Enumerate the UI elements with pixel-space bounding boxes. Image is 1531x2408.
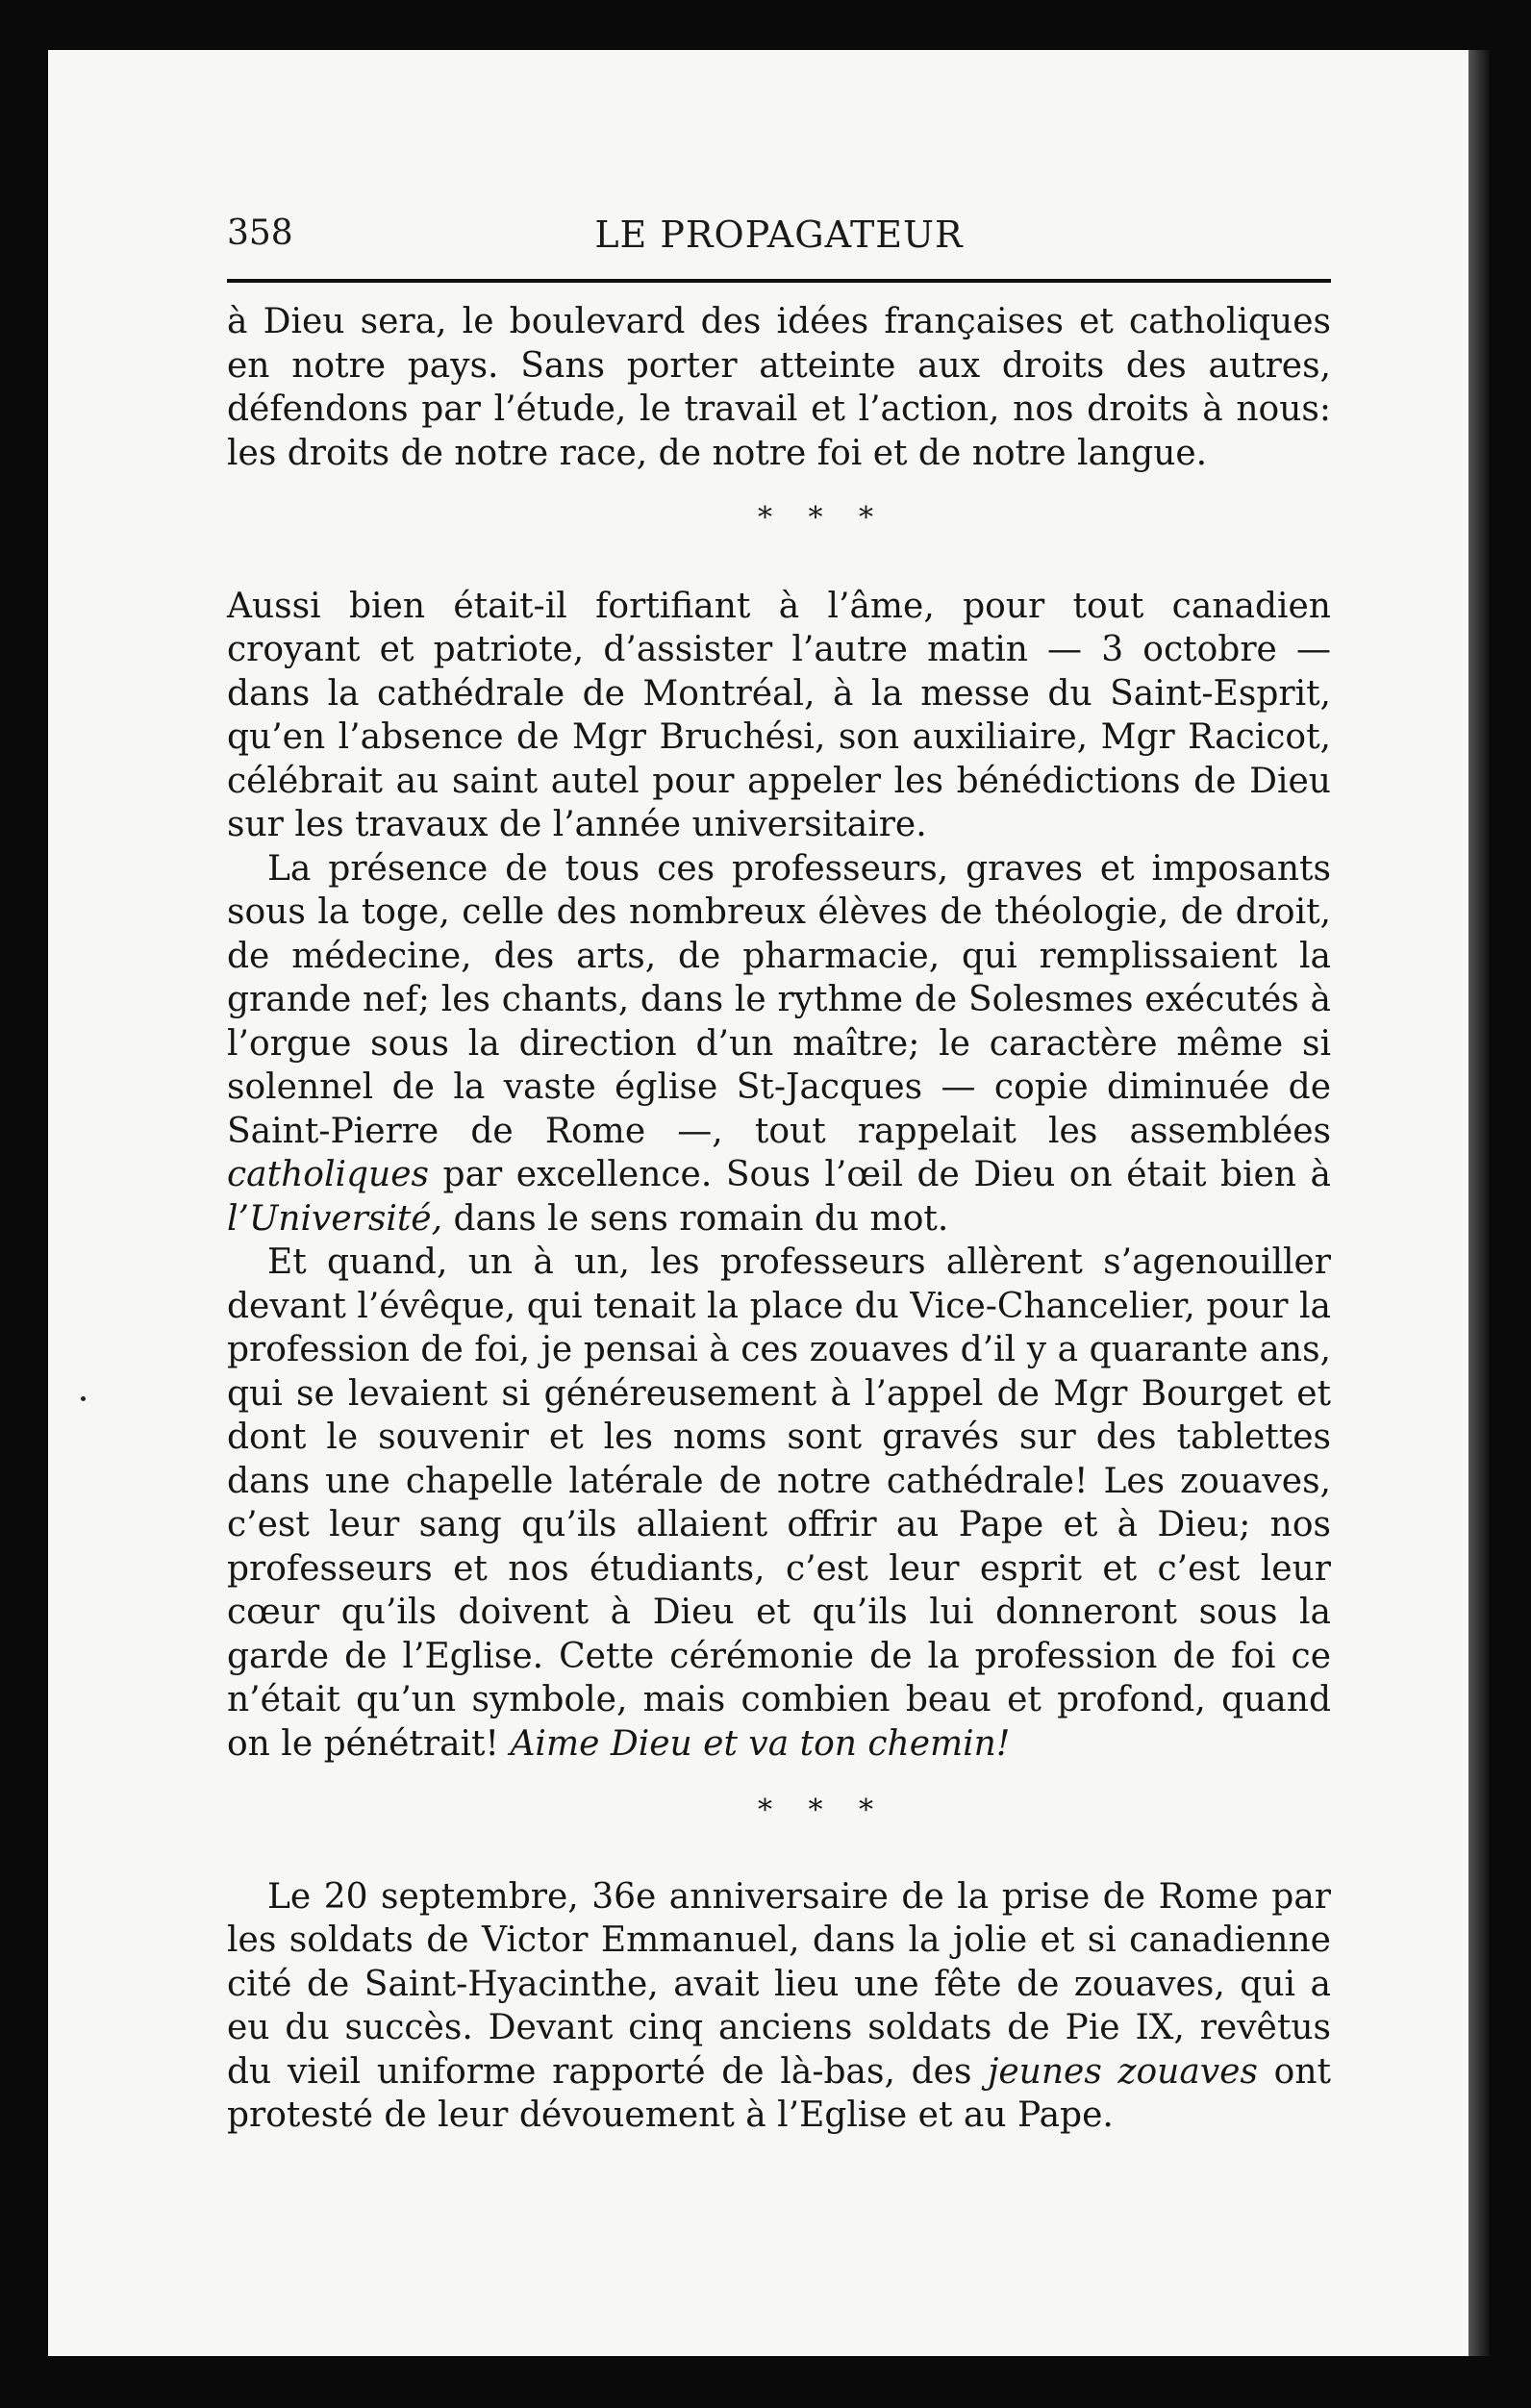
page-header [227,213,1331,262]
paragraph-text: Et quand, un à un, les professeurs allèrent s’agenouiller devant l’évêque, qui tenait la place du Vice-Chancelier, pour la profession de foi, je pensai à ces zouaves d’il y a quarante ans, qui se levaient si généreusement à l’appel de Mgr Bourget et dont le souvenir et les noms sont gravés sur des tablettes dans une chapelle latérale de notre cathédrale! Les zouaves, c’est leur sang qu’ils allaient offrir au Pape et à Dieu; nos professeurs et nos étudiants, c’est leur esprit et c’est leur cœur qu’ils doivent à Dieu et qu’ils lui donneront sous la garde de l’Eglise. Cette cérémonie de la profession de foi ce n’était qu’un symbole, mais combien beau et profond, quand on le pénétrait! [227,1242,1331,1764]
article-body [227,300,1331,2138]
paragraph-saint-hyacinthe [227,1875,1331,2138]
paragraph-professors [227,847,1331,1242]
page-edge-shadow [1468,50,1490,2356]
section-separator: * * * [757,501,888,535]
print-speck [81,1396,86,1401]
emphasis-jeunes-zouaves: jeunes zouaves [988,2051,1258,2092]
emphasis-motto: Aime Dieu et va ton chemin! [510,1723,1011,1764]
paragraph-continued: à Dieu sera, le boulevard des idées françaises et catholiques en notre pays. Sans porter atteinte aux droits des autres, défendons par l’étude, le travail et l’action, nos droits à nous: les droits de notre race, de notre foi et de notre langue. [227,302,1331,473]
emphasis-universite: l’Université, [227,1198,443,1239]
emphasis-catholiques: catholiques [227,1155,429,1194]
paragraph-text: par excellence. Sous l’œil de Dieu on était bien à [429,1155,1331,1194]
running-title: LE PROPAGATEUR [594,213,964,256]
paragraph-text: dans le sens romain du mot. [442,1198,949,1239]
section-separator: * * * [757,1793,888,1827]
paragraph-mass: Aussi bien était-il fortifiant à l’âme, pour tout canadien croyant et patriote, d’assister l’autre matin — 3 octobre — dans la cathédrale de Montréal, à la messe du Saint-Esprit, qu’en l’absence de Mgr Bruchési, son auxiliaire, Mgr Racicot, célébrait au saint autel pour appeler les bénédictions de Dieu sur les travaux de l’année universitaire. [227,586,1331,844]
paragraph-text: Le 20 septembre, 36e anniversaire de la prise de Rome par les soldats de Victor Emmanuel, dans la jolie et si canadienne cité de Saint-Hyacinthe, avait lieu une fête de zouaves, qui a eu du succès. Devant cinq anciens soldats de Pie IX, revêtus du vieil uniforme rapporté de là-bas, des [227,1876,1331,2092]
page-number: 358 [227,213,293,253]
paragraph-text: La présence de tous ces professeurs, graves et imposants sous la toge, celle des nombreux élèves de théologie, de droit, de médecine, des arts, de pharmacie, qui remplissaient la grande nef; les chants, dans le rythme de Solesmes exécutés à l’orgue sous la direction d’un maître; le caractère même si solennel de la vaste église St-Jacques — copie diminuée de Saint-Pierre de Rome —, tout rappelait les assemblées [227,848,1331,1151]
paragraph-zouaves [227,1241,1331,1766]
paragraph-text: ont protesté de leur dévouement à l’Eglise et au Pape. [227,2051,1331,2135]
header-rule [227,279,1331,283]
